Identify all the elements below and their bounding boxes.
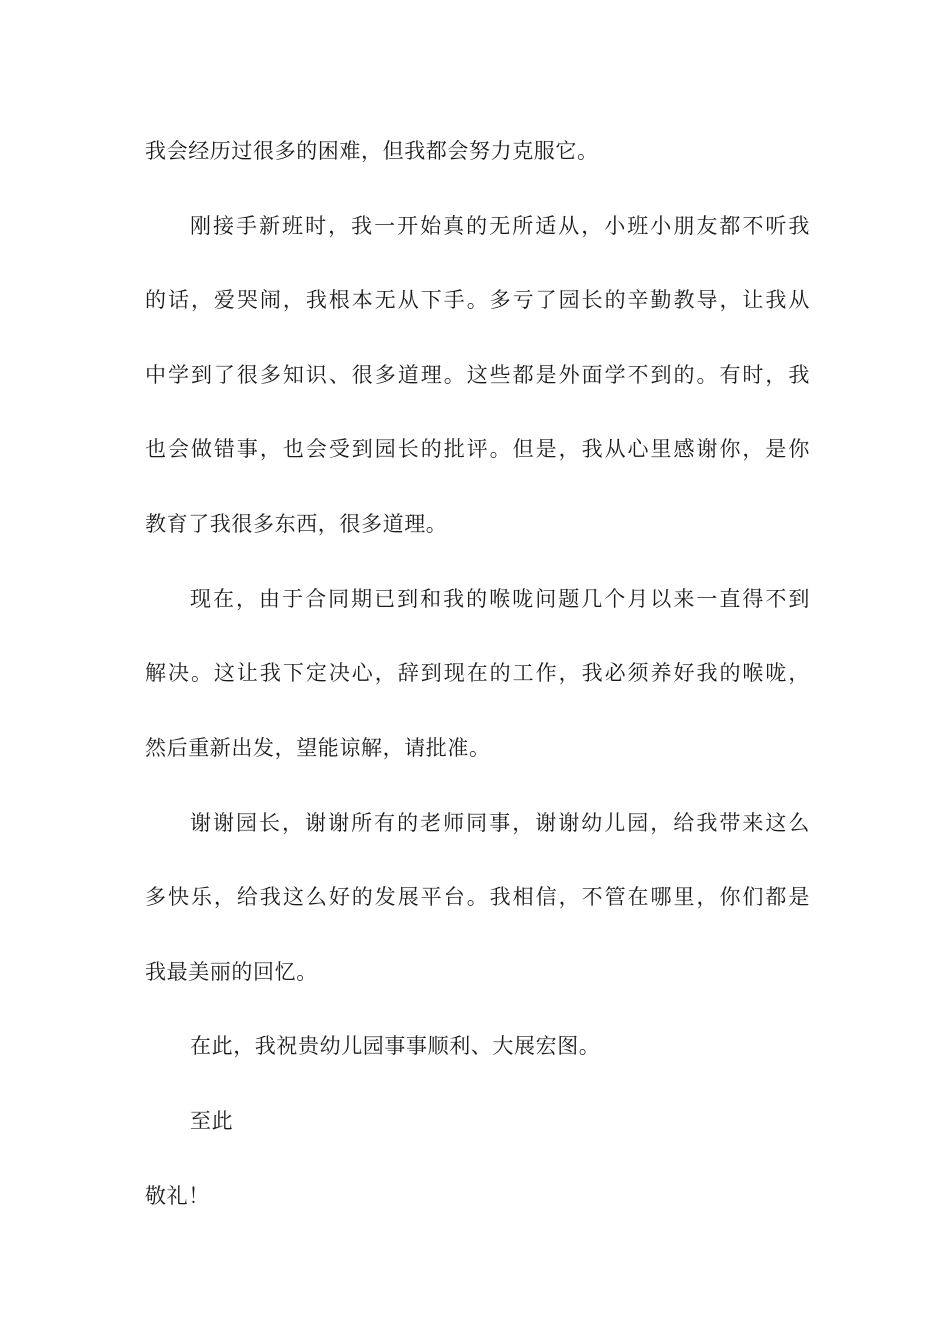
paragraph-line: 我最美丽的回忆。 — [145, 960, 318, 984]
paragraph-line: 中学到了很多知识、很多道理。这些都是外面学不到的。有时，我 — [145, 363, 810, 387]
paragraph-line: 也会做错事，也会受到园长的批评。但是，我从心里感谢你，是你 — [145, 437, 810, 461]
paragraph-line: 然后重新出发，望能谅解，请批准。 — [145, 736, 491, 760]
paragraph-line: 现在，由于合同期已到和我的喉咙问题几个月以来一直得不到 — [190, 587, 810, 611]
paragraph-line: 多快乐，给我这么好的发展平台。我相信，不管在哪里，你们都是 — [145, 885, 810, 909]
closing-line: 至此 — [190, 1109, 234, 1133]
paragraph-line: 教育了我很多东西，很多道理。 — [145, 512, 448, 536]
paragraph-line: 解决。这让我下定决心，辞到现在的工作，我必须养好我的喉咙， — [145, 661, 810, 685]
paragraph-line: 刚接手新班时，我一开始真的无所适从，小班小朋友都不听我 — [190, 214, 810, 238]
paragraph-line: 我会经历过很多的困难，但我都会努力克服它。 — [145, 139, 599, 163]
paragraph-line: 谢谢园长，谢谢所有的老师同事，谢谢幼儿园，给我带来这么 — [190, 811, 810, 835]
salutation-line: 敬礼！ — [145, 1184, 210, 1208]
paragraph-line: 的话，爱哭闹，我根本无从下手。多亏了园长的辛勤教导，让我从 — [145, 288, 810, 312]
paragraph-line: 在此，我祝贵幼儿园事事顺利、大展宏图。 — [190, 1034, 601, 1058]
